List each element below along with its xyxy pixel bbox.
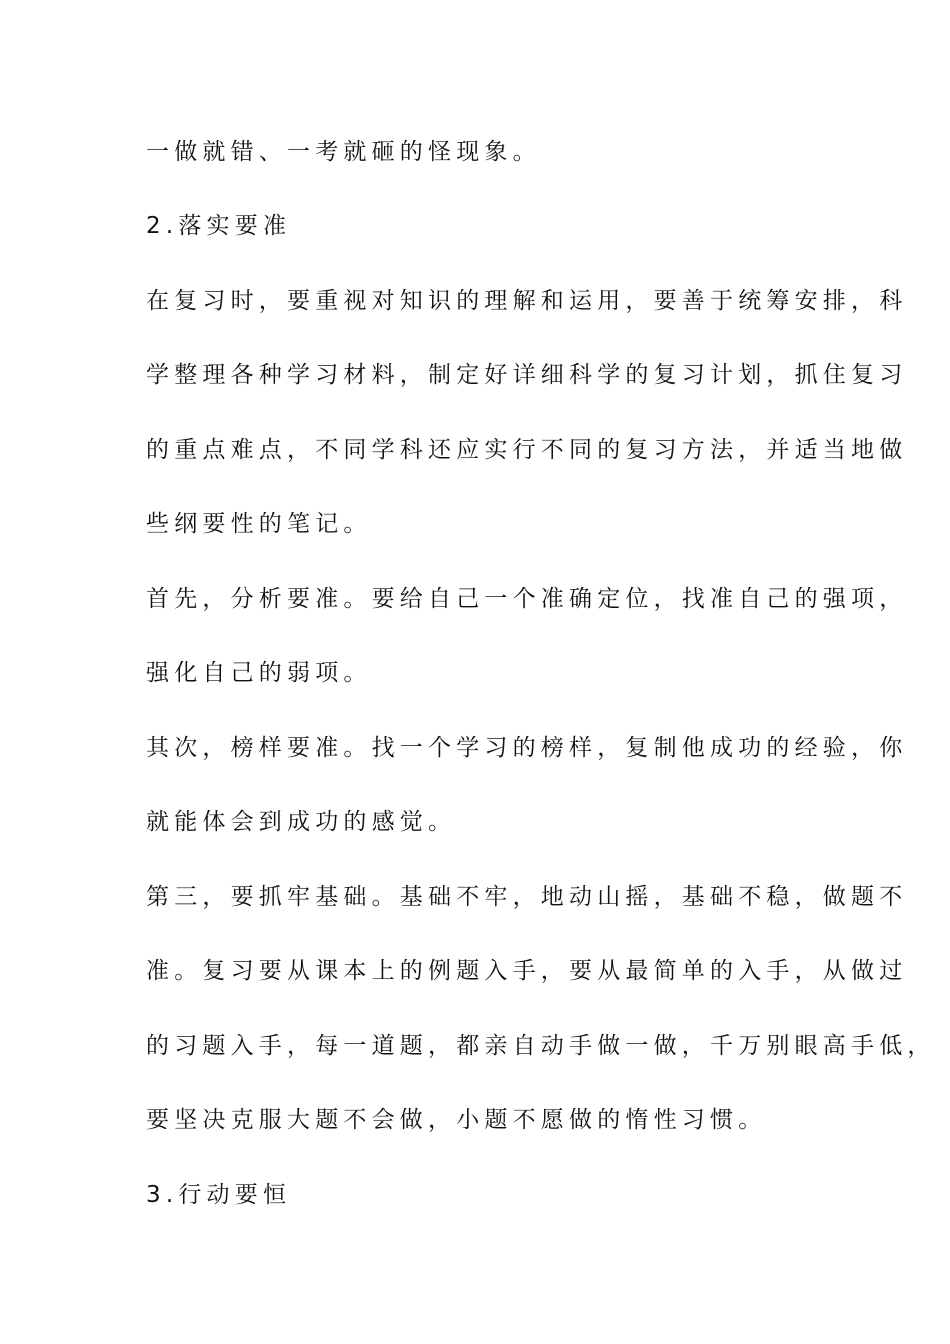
text-line: 其次，榜样要准。找一个学习的榜样，复制他成功的经验，你 bbox=[146, 735, 908, 761]
text-line: 一做就错、一考就砸的怪现象。 bbox=[146, 139, 541, 165]
text-line: 学整理各种学习材料，制定好详细科学的复习计划，抓住复习 bbox=[146, 362, 908, 388]
text-line: 就能体会到成功的感觉。 bbox=[146, 809, 457, 835]
text-line: 些纲要性的笔记。 bbox=[146, 511, 372, 537]
section-heading: 2.落实要准 bbox=[146, 213, 292, 239]
section-heading: 3.行动要恒 bbox=[146, 1182, 292, 1208]
text-line: 准。复习要从课本上的例题入手，要从最简单的入手，从做过 bbox=[146, 958, 908, 984]
text-line: 要坚决克服大题不会做，小题不愿做的惰性习惯。 bbox=[146, 1107, 767, 1133]
text-line: 第三，要抓牢基础。基础不牢，地动山摇，基础不稳，做题不 bbox=[146, 884, 908, 910]
text-line: 强化自己的弱项。 bbox=[146, 660, 372, 686]
text-line: 首先，分析要准。要给自己一个准确定位，找准自己的强项， bbox=[146, 586, 908, 612]
text-line: 的习题入手，每一道题，都亲自动手做一做，千万别眼高手低， bbox=[146, 1033, 936, 1059]
text-line: 的重点难点，不同学科还应实行不同的复习方法，并适当地做 bbox=[146, 437, 908, 463]
text-line: 在复习时，要重视对知识的理解和运用，要善于统筹安排，科 bbox=[146, 288, 908, 314]
